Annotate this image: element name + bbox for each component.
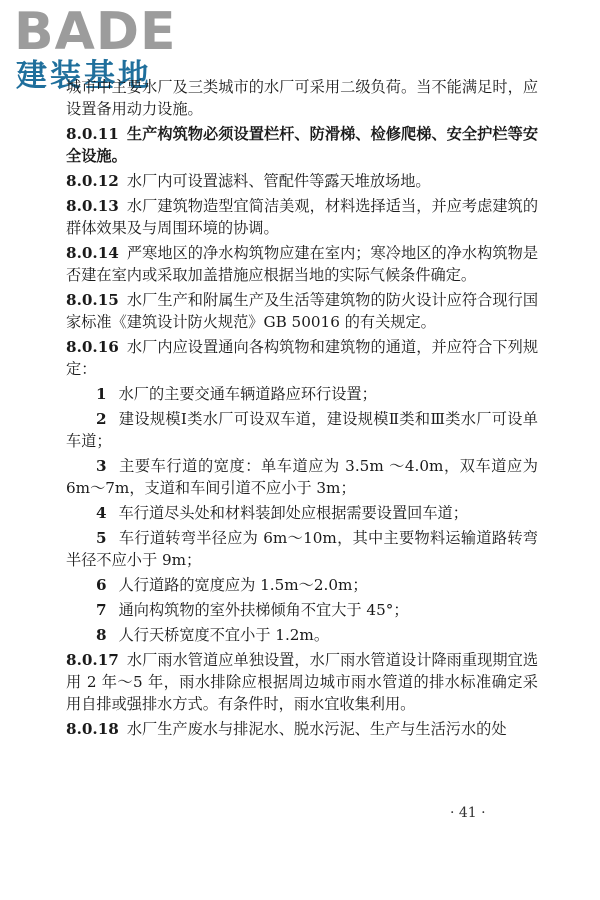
intro-paragraph: 城市中主要水厂及三类城市的水厂可采用二级负荷。当不能满足时，应设置备用动力设施。 (66, 78, 538, 118)
list-item (66, 574, 538, 596)
clause-text: 水厂内可设置滤料、管配件等露天堆放场地。 (126, 172, 431, 190)
clause-8-0-12 (66, 170, 538, 192)
list-item-number: 3 (96, 457, 107, 475)
document-body (66, 76, 538, 743)
list-item-text: 建设规模Ⅰ类水厂可设双车道，建设规模Ⅱ类和Ⅲ类水厂可设单车道； (66, 410, 538, 450)
list-item-number: 7 (96, 601, 107, 619)
list-item-number: 4 (96, 504, 107, 522)
clause-number: 8.0.18 (66, 720, 119, 738)
list-item (66, 383, 538, 405)
list-item-text: 通向构筑物的室外扶梯倾角不宜大于 45°； (118, 601, 409, 619)
clause-number: 8.0.12 (66, 172, 119, 190)
clause-number: 8.0.14 (66, 244, 119, 262)
list-item-number: 2 (96, 410, 107, 428)
clause-8-0-13 (66, 195, 538, 239)
clause-number: 8.0.11 (66, 125, 119, 143)
list-item-text: 车行道尽头处和材料装卸处应根据需要设置回车道； (118, 504, 468, 522)
clause-number: 8.0.13 (66, 197, 119, 215)
list-item (66, 502, 538, 524)
clause-8-0-11 (66, 123, 538, 167)
clause-text: 严寒地区的净水构筑物应建在室内；寒冷地区的净水构筑物是否建在室内或采取加盖措施应根据当地的实际气候条件确定。 (66, 244, 538, 284)
list-item-number: 1 (96, 385, 107, 403)
list-item (66, 527, 538, 571)
clause-number: 8.0.15 (66, 291, 119, 309)
clause-number: 8.0.16 (66, 338, 119, 356)
clause-8-0-14 (66, 242, 538, 286)
clause-text: 水厂生产废水与排泥水、脱水污泥、生产与生活污水的处 (126, 720, 507, 738)
clause-8-0-16 (66, 336, 538, 380)
clause-text: 水厂内应设置通向各构筑物和建筑物的通道，并应符合下列规定： (66, 338, 538, 378)
clause-text: 水厂建筑物造型宜简洁美观，材料选择适当，并应考虑建筑的群体效果及与周围环境的协调。 (66, 197, 538, 237)
logo-text-cn: 建装基地 (16, 58, 152, 94)
clause-text: 水厂生产和附属生产及生活等建筑物的防火设计应符合现行国家标准《建筑设计防火规范》GB 50016 的有关规定。 (66, 291, 538, 331)
page-number: · 41 · (450, 805, 486, 821)
list-item-number: 6 (96, 576, 107, 594)
clause-8-0-17 (66, 649, 538, 715)
logo-text-en: BADE (14, 2, 177, 62)
list-item-text: 水厂的主要交通车辆道路应环行设置； (118, 385, 377, 403)
clause-text: 水厂雨水管道应单独设置，水厂雨水管道设计降雨重现期宜选用 2 年～5 年，雨水排除应根据周边城市雨水管道的排水标准确定采用自排或强排水方式。有条件时，雨水宜收集利用。 (66, 651, 538, 713)
list-item-text: 车行道转弯半径应为 6m～10m，其中主要物料运输道路转弯半径不应小于 9m； (66, 529, 538, 569)
list-item-text: 主要车行道的宽度：单车道应为 3.5m ～4.0m，双车道应为 6m～7m，支道和车间引道不应小于 3m； (66, 457, 538, 497)
list-item (66, 455, 538, 499)
list-item (66, 599, 538, 621)
list-item-number: 5 (96, 529, 107, 547)
list-item-text: 人行天桥宽度不宜小于 1.2m。 (118, 626, 330, 644)
list-item-number: 8 (96, 626, 107, 644)
list-item (66, 408, 538, 452)
clause-text: 生产构筑物必须设置栏杆、防滑梯、检修爬梯、安全护栏等安全设施。 (66, 125, 538, 165)
clause-8-0-18 (66, 718, 538, 740)
clause-8-0-15 (66, 289, 538, 333)
clause-number: 8.0.17 (66, 651, 119, 669)
list-item-text: 人行道路的宽度应为 1.5m～2.0m； (118, 576, 368, 594)
list-item (66, 624, 538, 646)
